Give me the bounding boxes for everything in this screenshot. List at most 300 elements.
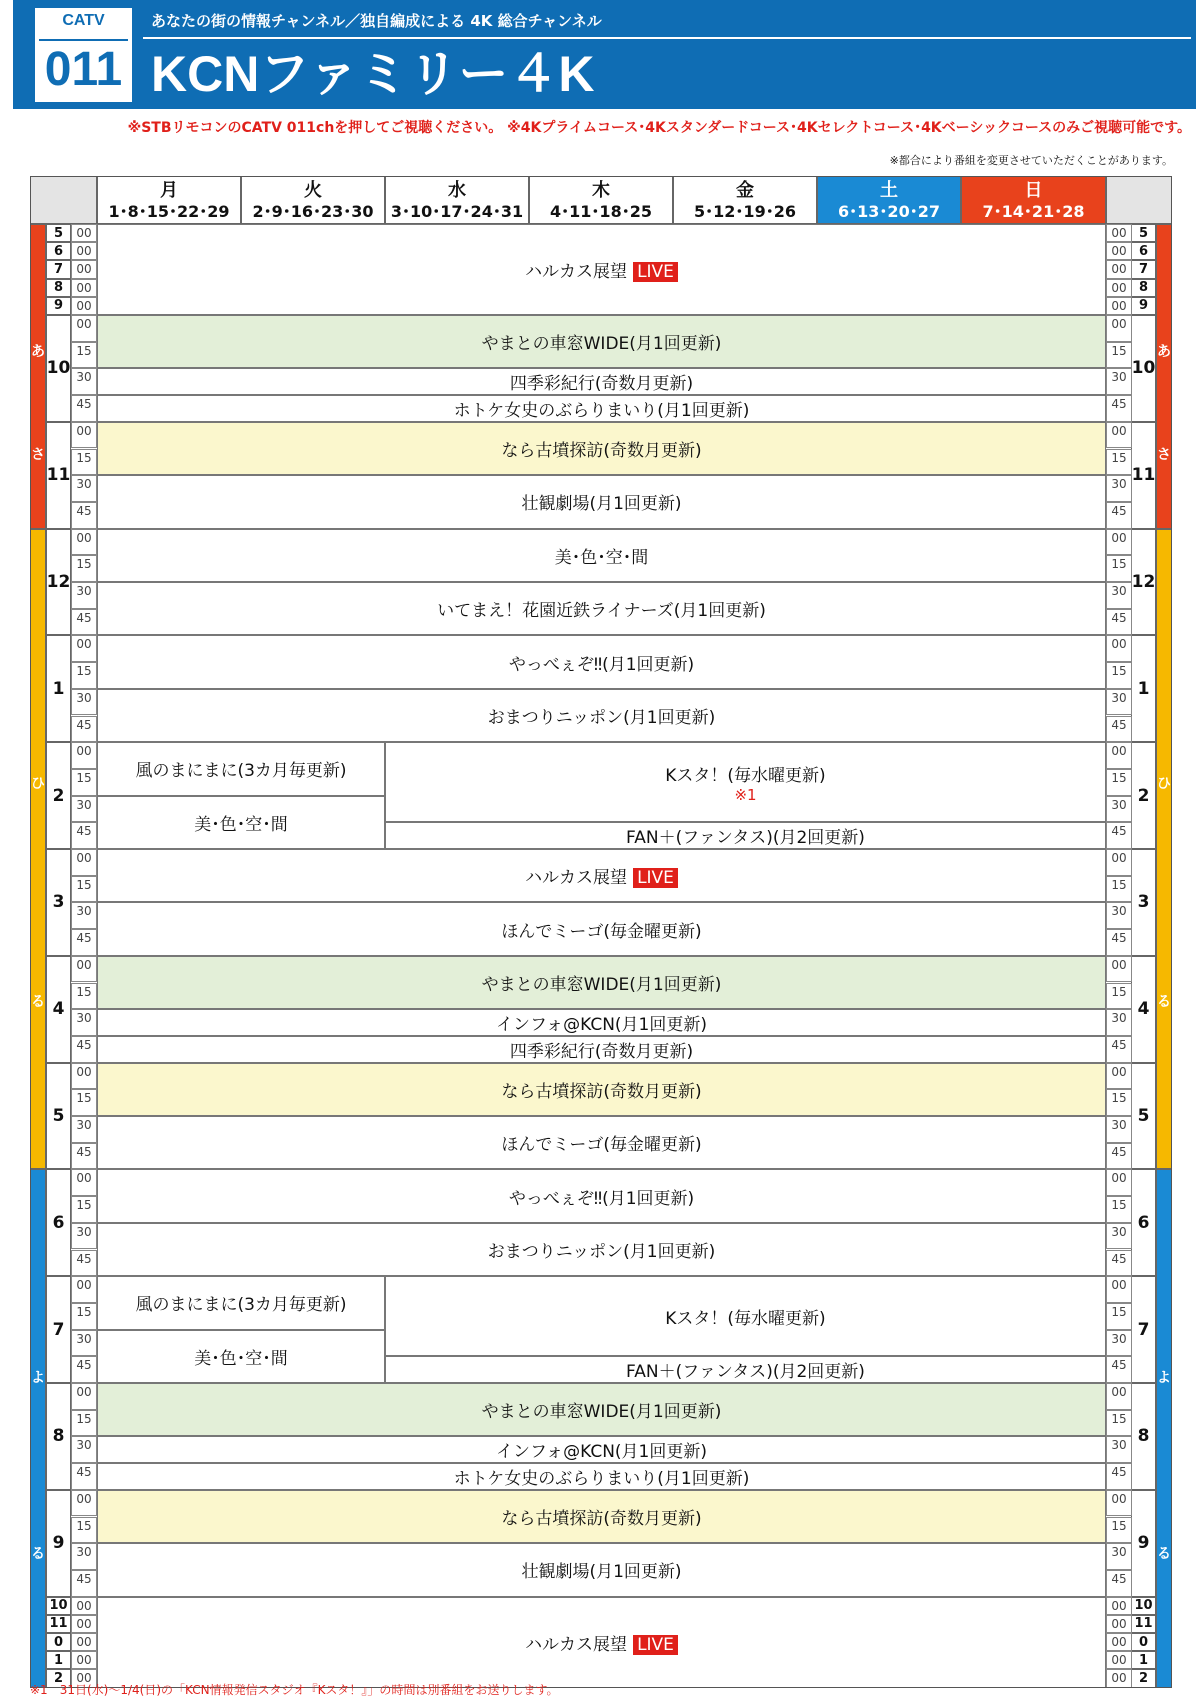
hour-label: 9: [46, 1490, 71, 1597]
hour-label: 10: [46, 315, 71, 422]
hour-label: 1: [46, 1651, 71, 1669]
minute-label: 00: [1106, 1383, 1132, 1410]
minute-label: 30: [1106, 689, 1132, 716]
minute-label: 45: [71, 1570, 97, 1597]
program-title-text: 四季彩紀行(奇数月更新): [509, 1041, 694, 1062]
hour-label: 5: [1131, 1063, 1156, 1170]
minute-label: 00: [1106, 260, 1132, 278]
minute-label: 00: [71, 1276, 97, 1303]
program-title-text: Kスタ！(毎水曜更新): [665, 765, 826, 786]
minute-label: 45: [1106, 609, 1132, 636]
program-cell[interactable]: [97, 1543, 1106, 1596]
minute-label: 45: [71, 1143, 97, 1170]
program-cell[interactable]: [97, 1223, 1106, 1276]
minute-label: 00: [71, 315, 97, 342]
minute-label: 00: [1106, 742, 1132, 769]
minute-label: 45: [71, 1036, 97, 1063]
minute-label: 30: [71, 1009, 97, 1036]
band-letter: ひ: [31, 776, 45, 793]
schedule-change-notice: ※都合により番組を変更させていただくことがあります。: [889, 154, 1173, 167]
hour-label: 5: [46, 224, 71, 242]
program-cell[interactable]: [97, 902, 1106, 955]
minute-label: 30: [71, 1436, 97, 1463]
hour-label: 6: [46, 242, 71, 260]
hour-label: 2: [1131, 1669, 1156, 1687]
program-title-text: インフォ@KCN(月1回更新): [495, 1442, 708, 1463]
minute-label: 30: [71, 1330, 97, 1357]
minute-label: 45: [1106, 716, 1132, 743]
minute-label: 15: [71, 555, 97, 582]
program-title: [482, 970, 722, 995]
minute-label: 30: [1106, 1436, 1132, 1463]
minute-label: 15: [1106, 983, 1132, 1010]
program-title-text: やまとの車窓WIDE(月1回更新): [481, 974, 722, 995]
minute-label: 45: [71, 716, 97, 743]
minute-label: 00: [1106, 224, 1132, 242]
program-cell[interactable]: [97, 368, 1106, 395]
day-header-0: [97, 176, 241, 224]
minute-label: 45: [1106, 502, 1132, 529]
minute-label: 00: [1106, 242, 1132, 260]
hour-label: 12: [1131, 529, 1156, 636]
program-cell[interactable]: [385, 1356, 1106, 1383]
hour-label: 1: [46, 635, 71, 742]
minute-label: 00: [1106, 1276, 1132, 1303]
minute-label: 15: [1106, 555, 1132, 582]
minute-label: 30: [71, 475, 97, 502]
hour-label: 6: [1131, 242, 1156, 260]
program-title-text: FAN＋(ファンタス)(月2回更新): [626, 1362, 865, 1383]
day-dates: 2･9･16･23･30: [252, 202, 374, 221]
minute-label: 00: [71, 1651, 97, 1669]
minute-label: 15: [71, 876, 97, 903]
day-dates: 3･10･17･24･31: [390, 202, 524, 221]
minute-label: 45: [71, 1250, 97, 1277]
minute-label: 45: [71, 395, 97, 422]
minute-label: 30: [1106, 1116, 1132, 1143]
header-corner-right: [1106, 176, 1172, 224]
program-title: [665, 761, 825, 786]
minute-label: 15: [1106, 1303, 1132, 1330]
program-title: [194, 810, 288, 835]
program-title-text: いてまえ！花園近鉄ライナーズ(月1回更新): [437, 601, 766, 622]
program-cell[interactable]: [97, 1436, 1106, 1463]
band-letter: る: [31, 993, 45, 1010]
hour-label: 1: [1131, 1651, 1156, 1669]
program-cell[interactable]: [97, 1597, 1106, 1688]
hour-label: 6: [46, 1169, 71, 1276]
channel-title: KCNファミリー４K: [151, 46, 595, 102]
band-letter: さ: [1157, 447, 1171, 464]
hour-label: 0: [1131, 1633, 1156, 1651]
time-band-l: [30, 224, 46, 529]
hour-label: 3: [1131, 849, 1156, 956]
program-title-text: なら古墳探訪(奇数月更新): [501, 440, 702, 461]
minute-label: 15: [1106, 876, 1132, 903]
minute-label: 45: [1106, 1143, 1132, 1170]
program-title: [488, 1237, 715, 1262]
program-cell[interactable]: [97, 1116, 1106, 1169]
program-title: [510, 369, 693, 394]
program-title-text: ハルカス展望: [525, 868, 628, 889]
live-badge: LIVE: [633, 1635, 678, 1655]
program-title-text: 壮観劇場(月1回更新): [521, 494, 682, 515]
program-title-text: おまつりニッポン(月1回更新): [487, 1241, 716, 1262]
minute-label: 45: [1106, 395, 1132, 422]
badge-divider: [39, 39, 128, 41]
day-name: 水: [448, 180, 466, 201]
minute-label: 15: [1106, 449, 1132, 476]
minute-label: 00: [71, 635, 97, 662]
hour-label: 10: [1131, 1597, 1156, 1615]
minute-label: 15: [1106, 662, 1132, 689]
program-title-text: 風のまにまに(3カ月毎更新): [135, 761, 347, 782]
minute-label: 45: [71, 1356, 97, 1383]
program-cell[interactable]: [97, 1383, 1106, 1436]
channel-tagline: あなたの街の情報チャンネル／独自編成による 4K 総合チャンネル: [151, 12, 602, 30]
minute-label: 30: [71, 368, 97, 395]
program-title-text: ほんでミーゴ(毎金曜更新): [501, 1135, 702, 1156]
program-title: [525, 863, 678, 888]
minute-label: 00: [1106, 956, 1132, 983]
program-title-text: FAN＋(ファンタス)(月2回更新): [626, 828, 865, 849]
hour-label: 4: [1131, 956, 1156, 1063]
minute-label: 15: [71, 1089, 97, 1116]
minute-label: 45: [1106, 1463, 1132, 1490]
minute-label: 30: [1106, 582, 1132, 609]
hour-label: 4: [46, 956, 71, 1063]
hour-label: 2: [46, 742, 71, 849]
hour-label: 7: [1131, 260, 1156, 278]
minute-label: 00: [1106, 279, 1132, 297]
minute-label: 15: [1106, 1410, 1132, 1437]
program-title: [482, 1397, 722, 1422]
program-title-text: なら古墳探訪(奇数月更新): [501, 1081, 702, 1102]
hour-label: 11: [1131, 1615, 1156, 1633]
program-title: [496, 1010, 707, 1035]
day-name: 木: [592, 180, 610, 201]
hour-label: 9: [1131, 297, 1156, 315]
minute-label: 45: [71, 502, 97, 529]
minute-label: 15: [1106, 769, 1132, 796]
program-title: [665, 1304, 825, 1329]
program-cell[interactable]: [97, 224, 1106, 315]
minute-label: 00: [71, 279, 97, 297]
program-title: [626, 823, 865, 848]
minute-label: 45: [1106, 1570, 1132, 1597]
band-letter: ひ: [1157, 776, 1171, 793]
header-corner-left: [30, 176, 97, 224]
program-title: [510, 1037, 693, 1062]
program-cell[interactable]: [385, 822, 1106, 849]
day-dates: 6･13･20･27: [838, 202, 940, 221]
minute-label: 15: [1106, 342, 1132, 369]
minute-label: 00: [71, 422, 97, 449]
day-name: 日: [1024, 180, 1043, 201]
minute-label: 45: [1106, 1250, 1132, 1277]
minute-label: 30: [1106, 796, 1132, 823]
program-title-text: 美･色･空･間: [194, 1348, 288, 1369]
day-header-3: [529, 176, 673, 224]
minute-label: 00: [71, 1633, 97, 1651]
program-title: [482, 329, 722, 354]
program-title: [521, 1557, 681, 1582]
program-cell[interactable]: [97, 1063, 1106, 1116]
minute-label: 30: [71, 902, 97, 929]
channel-badge: [35, 8, 132, 102]
hour-label: 8: [46, 1383, 71, 1490]
program-title-text: ほんでミーゴ(毎金曜更新): [501, 921, 702, 942]
minute-label: 15: [71, 983, 97, 1010]
minute-label: 00: [1106, 529, 1132, 556]
live-badge: LIVE: [633, 262, 678, 282]
minute-label: 30: [71, 1116, 97, 1143]
minute-label: 15: [71, 1196, 97, 1223]
program-title: [135, 1290, 346, 1315]
program-title-text: やっべぇぞ‼(月1回更新): [508, 1188, 695, 1209]
hour-label: 12: [46, 529, 71, 636]
minute-label: 00: [1106, 1615, 1132, 1633]
minute-label: 00: [1106, 1490, 1132, 1517]
hour-label: 6: [1131, 1169, 1156, 1276]
minute-label: 00: [1106, 297, 1132, 315]
program-footnote-mark: ※1: [734, 785, 757, 804]
program-cell[interactable]: [97, 395, 1106, 422]
minute-label: 00: [71, 297, 97, 315]
channel-header: [13, 0, 1196, 109]
day-dates: 4･11･18･25: [550, 202, 652, 221]
program-cell[interactable]: [97, 1463, 1106, 1490]
minute-label: 30: [1106, 1330, 1132, 1357]
minute-label: 00: [71, 1169, 97, 1196]
minute-label: 00: [71, 1669, 97, 1687]
minute-label: 15: [1106, 1089, 1132, 1116]
minute-label: 00: [71, 1490, 97, 1517]
program-title-text: インフォ@KCN(月1回更新): [495, 1015, 708, 1036]
program-title: [501, 917, 701, 942]
program-cell[interactable]: [97, 1276, 385, 1329]
program-title: [501, 436, 701, 461]
minute-label: 00: [1106, 635, 1132, 662]
program-cell[interactable]: [385, 742, 1106, 822]
program-title: [501, 1504, 701, 1529]
program-title: [454, 1464, 750, 1489]
hour-label: 7: [46, 260, 71, 278]
program-cell[interactable]: [97, 849, 1106, 902]
program-cell[interactable]: [97, 1330, 385, 1383]
program-title-text: やっべぇぞ‼(月1回更新): [508, 654, 695, 675]
minute-label: 00: [71, 742, 97, 769]
hour-label: 7: [46, 1276, 71, 1383]
program-title: [626, 1357, 865, 1382]
minute-label: 15: [71, 342, 97, 369]
minute-label: 45: [1106, 929, 1132, 956]
program-title-text: 四季彩紀行(奇数月更新): [509, 374, 694, 395]
program-title: [525, 257, 678, 282]
day-name: 月: [160, 180, 178, 201]
program-cell[interactable]: [97, 956, 1106, 1009]
minute-label: 00: [1106, 1169, 1132, 1196]
header-divider: [143, 37, 1191, 39]
live-badge: LIVE: [633, 868, 678, 888]
minute-label: 45: [71, 1463, 97, 1490]
viewing-notice: ※STBリモコンのCATV 011chを押してご視聴ください。 ※4Kプライムコース･4Kスタンダードコース･4Kセレクトコース･4Kベーシックコースのみご視聴可能です。: [127, 120, 1191, 136]
program-title-text: Kスタ！(毎水曜更新): [665, 1308, 826, 1329]
minute-label: 00: [71, 1383, 97, 1410]
minute-label: 00: [71, 242, 97, 260]
minute-label: 15: [71, 449, 97, 476]
program-cell[interactable]: [97, 1009, 1106, 1036]
minute-label: 45: [1106, 822, 1132, 849]
minute-label: 00: [71, 529, 97, 556]
time-band-r: [1156, 1169, 1172, 1687]
program-cell[interactable]: [97, 582, 1106, 635]
hour-label: 8: [1131, 1383, 1156, 1490]
minute-label: 00: [71, 849, 97, 876]
band-letter: る: [1157, 1546, 1171, 1563]
time-band-l: [30, 529, 46, 1170]
hour-label: 3: [46, 849, 71, 956]
program-title: [437, 596, 766, 621]
program-cell[interactable]: [97, 1490, 1106, 1543]
minute-label: 00: [71, 1597, 97, 1615]
program-cell[interactable]: [97, 529, 1106, 582]
time-band-r: [1156, 224, 1172, 529]
minute-label: 30: [1106, 1223, 1132, 1250]
program-title-text: ハルカス展望: [525, 1634, 628, 1655]
hour-label: 5: [46, 1063, 71, 1170]
program-title: [525, 1630, 678, 1655]
program-cell[interactable]: [97, 315, 1106, 368]
minute-label: 30: [71, 689, 97, 716]
program-title-text: ホトケ女史のぶらりまいり(月1回更新): [453, 1468, 750, 1489]
minute-label: 30: [1106, 475, 1132, 502]
minute-label: 30: [71, 1543, 97, 1570]
program-cell[interactable]: [97, 796, 385, 849]
footnote: ※1 31日(水)～1/4(日)の「KCN情報発信スタジオ『Kスタ！』」の時間は別番組をお送りします。: [30, 1683, 559, 1697]
program-title-text: なら古墳探訪(奇数月更新): [501, 1508, 702, 1529]
minute-label: 00: [71, 260, 97, 278]
program-title: [509, 650, 694, 675]
minute-label: 00: [1106, 1597, 1132, 1615]
program-title: [509, 1184, 694, 1209]
program-title-text: 風のまにまに(3カ月毎更新): [135, 1295, 347, 1316]
day-name: 火: [304, 180, 322, 201]
hour-label: 8: [46, 279, 71, 297]
minute-label: 45: [1106, 1036, 1132, 1063]
program-cell[interactable]: [97, 635, 1106, 688]
minute-label: 00: [1106, 1669, 1132, 1687]
band-letter: あ: [1157, 343, 1171, 360]
day-header-6: [961, 176, 1106, 224]
channel-number: 011: [44, 43, 123, 96]
minute-label: 00: [71, 956, 97, 983]
hour-label: 2: [1131, 742, 1156, 849]
minute-label: 30: [1106, 902, 1132, 929]
hour-label: 9: [1131, 1490, 1156, 1597]
program-cell[interactable]: [97, 742, 385, 795]
program-title: [454, 396, 750, 421]
day-name: 金: [736, 180, 754, 201]
hour-label: 11: [46, 1615, 71, 1633]
program-cell[interactable]: [97, 1169, 1106, 1222]
hour-label: 7: [1131, 1276, 1156, 1383]
program-title: [135, 756, 346, 781]
day-dates: 5･12･19･26: [694, 202, 796, 221]
minute-label: 00: [1106, 849, 1132, 876]
program-title-text: おまつりニッポン(月1回更新): [487, 707, 716, 728]
minute-label: 30: [1106, 368, 1132, 395]
program-title: [521, 489, 681, 514]
minute-label: 15: [1106, 1517, 1132, 1544]
minute-label: 30: [1106, 1543, 1132, 1570]
program-title-text: 美･色･空･間: [194, 814, 288, 835]
program-cell[interactable]: [97, 1036, 1106, 1063]
minute-label: 00: [71, 1063, 97, 1090]
hour-label: 10: [1131, 315, 1156, 422]
program-cell[interactable]: [385, 1276, 1106, 1356]
program-title: [555, 543, 649, 568]
band-letter: る: [1157, 993, 1171, 1010]
band-letter: よ: [1157, 1370, 1171, 1387]
hour-label: 11: [1131, 422, 1156, 529]
minute-label: 45: [71, 822, 97, 849]
day-name: 土: [880, 180, 898, 201]
program-cell[interactable]: [97, 689, 1106, 742]
program-cell[interactable]: [97, 422, 1106, 475]
day-header-2: [385, 176, 529, 224]
hour-label: 2: [46, 1669, 71, 1687]
hour-label: 9: [46, 297, 71, 315]
day-dates: 7･14･21･28: [982, 202, 1085, 221]
minute-label: 15: [71, 662, 97, 689]
time-band-r: [1156, 529, 1172, 1170]
minute-label: 00: [1106, 1063, 1132, 1090]
band-letter: さ: [31, 447, 45, 464]
minute-label: 30: [71, 796, 97, 823]
program-title-text: ホトケ女史のぶらりまいり(月1回更新): [453, 400, 750, 421]
hour-label: 1: [1131, 635, 1156, 742]
minute-label: 30: [71, 582, 97, 609]
minute-label: 00: [1106, 315, 1132, 342]
band-letter: る: [31, 1546, 45, 1563]
time-band-l: [30, 1169, 46, 1687]
minute-label: 15: [71, 1410, 97, 1437]
program-title-text: ハルカス展望: [525, 262, 628, 282]
band-letter: あ: [31, 343, 45, 360]
program-title: [194, 1344, 288, 1369]
minute-label: 00: [1106, 422, 1132, 449]
program-title: [488, 703, 715, 728]
minute-label: 00: [1106, 1633, 1132, 1651]
hour-label: 0: [46, 1633, 71, 1651]
minute-label: 15: [1106, 1196, 1132, 1223]
minute-label: 45: [71, 609, 97, 636]
minute-label: 30: [1106, 1009, 1132, 1036]
program-title: [501, 1077, 701, 1102]
minute-label: 00: [1106, 1651, 1132, 1669]
minute-label: 15: [71, 769, 97, 796]
day-dates: 1･8･15･22･29: [108, 202, 230, 221]
minute-label: 00: [71, 1615, 97, 1633]
program-cell[interactable]: [97, 475, 1106, 528]
band-letter: よ: [31, 1370, 45, 1387]
program-title-text: 壮観劇場(月1回更新): [521, 1562, 682, 1583]
minute-label: 30: [71, 1223, 97, 1250]
minute-label: 45: [1106, 1356, 1132, 1383]
day-header-5: [817, 176, 961, 224]
program-title-text: 美･色･空･間: [554, 547, 649, 568]
